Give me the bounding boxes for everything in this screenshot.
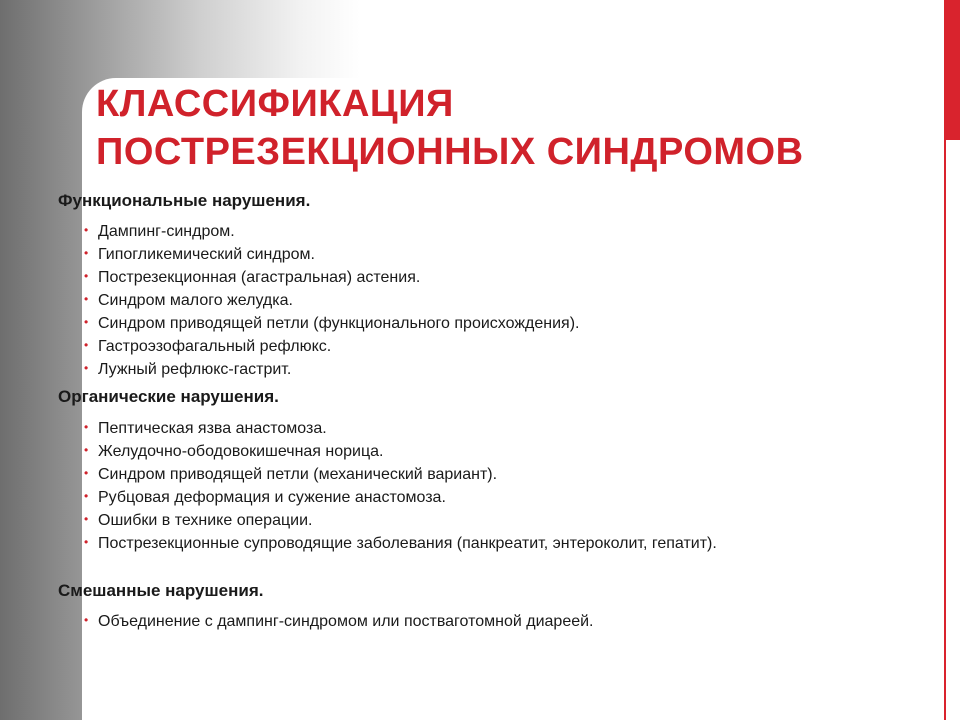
list-item: • Пептическая язва анастомоза. (84, 420, 844, 437)
list-item: • Лужный рефлюкс-гастрит. (84, 361, 844, 378)
list-item: • Объединение с дампинг-синдромом или постваготомной диареей. (84, 613, 844, 630)
section-heading-functional: Функциональные нарушения. (58, 191, 311, 210)
list-item: • Синдром приводящей петли (функционального происхождения). (84, 315, 844, 332)
accent-line (944, 140, 946, 720)
list-item: • Пострезекционная (агастральная) астения. (84, 269, 844, 286)
slide-title (96, 80, 936, 176)
list-mixed (84, 613, 844, 636)
list-functional (84, 223, 844, 384)
list-organic (84, 420, 844, 558)
accent-bar (944, 0, 960, 140)
list-item: • Синдром приводящей петли (механический вариант). (84, 466, 844, 483)
list-item: • Ошибки в технике операции. (84, 512, 844, 529)
list-item: • Гастроэзофагальный рефлюкс. (84, 338, 844, 355)
list-item: • Дампинг-синдром. (84, 223, 844, 240)
list-item: • Желудочно-ободовокишечная норица. (84, 443, 844, 460)
list-item: • Гипогликемический синдром. (84, 246, 844, 263)
title-line-1: КЛАССИФИКАЦИЯ (96, 83, 454, 125)
list-item: • Рубцовая деформация и сужение анастомоза. (84, 489, 844, 506)
section-heading-organic: Органические нарушения. (58, 387, 279, 406)
list-item: • Синдром малого желудка. (84, 292, 844, 309)
title-line-2: ПОСТРЕЗЕКЦИОННЫХ СИНДРОМОВ (96, 131, 804, 173)
list-item: • Пострезекционные супроводящие заболевания (панкреатит, энтероколит, гепатит). (84, 535, 844, 552)
section-heading-mixed: Смешанные нарушения. (58, 581, 264, 600)
